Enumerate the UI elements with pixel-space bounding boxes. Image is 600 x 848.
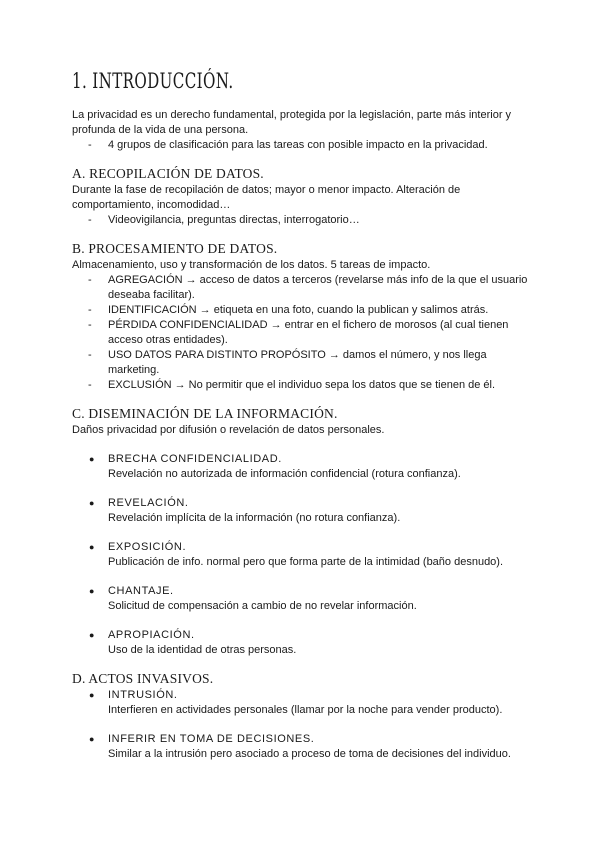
list-item	[72, 688, 532, 718]
dash-marker: -	[88, 304, 92, 316]
section-list	[72, 213, 532, 228]
section-diseminacion	[72, 405, 532, 658]
section-heading: C. DISEMINACIÓN DE LA INFORMACIÓN.	[72, 406, 338, 421]
intro-paragraph: La privacidad es un derecho fundamental, protegida por la legislación, parte más interior y profunda de la vida de una persona.	[72, 109, 512, 136]
document-page	[72, 68, 532, 762]
dash-marker: -	[88, 349, 92, 361]
item-title: INFERIR EN TOMA DE DECISIONES.	[108, 733, 315, 745]
list-item	[72, 540, 532, 570]
section-paragraph: Daños privacidad por difusión o revelación de datos personales.	[72, 424, 385, 436]
item-title: INTRUSIÓN.	[108, 689, 178, 701]
section-heading: B. PROCESAMIENTO DE DATOS.	[72, 241, 278, 256]
dash-marker: -	[88, 214, 92, 226]
page-title: 1. INTRODUCCIÓN.	[72, 69, 234, 93]
item-description: Similar a la intrusión pero asociado a proceso de toma de decisiones del individuo.	[108, 748, 511, 760]
section-heading: A. RECOPILACIÓN DE DATOS.	[72, 166, 264, 181]
dash-marker: -	[88, 139, 92, 151]
section-heading: D. ACTOS INVASIVOS.	[72, 671, 214, 686]
dash-marker: -	[88, 274, 92, 286]
item-description: Revelación no autorizada de información confidencial (rotura confianza).	[108, 468, 461, 480]
item-title: BRECHA CONFIDENCIALIDAD.	[108, 453, 282, 465]
list-item: - AGREGACIÓN → acceso de datos a terceros (revelarse más info de la que el usuario deseaba facilitar).	[88, 274, 528, 301]
list-item	[72, 628, 532, 658]
section-list	[72, 273, 532, 393]
item-description: Revelación implícita de la información (no rotura confianza).	[108, 512, 401, 524]
item-title: REVELACIÓN.	[108, 497, 189, 509]
list-item: - Videovigilancia, preguntas directas, interrogatorio…	[88, 214, 360, 226]
list-item: - USO DATOS PARA DISTINTO PROPÓSITO → damos el número, y nos llega marketing.	[88, 349, 487, 376]
list-item: - PÉRDIDA CONFIDENCIALIDAD → entrar en el fichero de morosos (al cual tienen acceso otras entidades).	[88, 319, 509, 346]
bullet-marker: ●	[89, 734, 95, 744]
bullet-marker: ●	[89, 630, 95, 640]
section-actos-invasivos	[72, 670, 532, 762]
list-item: - EXCLUSIÓN → No permitir que el individuo sepa los datos que se tienen de él.	[88, 379, 496, 391]
item-title: CHANTAJE.	[108, 585, 174, 597]
dash-marker: -	[88, 379, 92, 391]
section-procesamiento	[72, 240, 532, 393]
item-description: Uso de la identidad de otras personas.	[108, 644, 297, 656]
intro-list	[72, 138, 532, 153]
section-paragraph: Durante la fase de recopilación de datos; mayor o menor impacto. Alteración de comportamiento, incomodidad…	[72, 184, 461, 211]
item-title: EXPOSICIÓN.	[108, 541, 187, 553]
section-list	[72, 452, 532, 658]
intro-section	[72, 108, 532, 153]
list-item	[72, 452, 532, 482]
section-paragraph: Almacenamiento, uso y transformación de los datos. 5 tareas de impacto.	[72, 259, 431, 271]
item-title: APROPIACIÓN.	[108, 629, 195, 641]
section-recopilacion	[72, 165, 532, 228]
dash-marker: -	[88, 319, 92, 331]
item-description: Solicitud de compensación a cambio de no revelar información.	[108, 600, 417, 612]
bullet-marker: ●	[89, 454, 95, 464]
bullet-marker: ●	[89, 542, 95, 552]
list-item	[72, 496, 532, 526]
list-item	[72, 732, 532, 762]
list-item: - IDENTIFICACIÓN → etiqueta en una foto, cuando la publican y salimos atrás.	[88, 304, 489, 316]
section-list	[72, 688, 532, 762]
item-description: Interfieren en actividades personales (llamar por la noche para vender producto).	[108, 704, 503, 716]
bullet-marker: ●	[89, 690, 95, 700]
list-item: - 4 grupos de clasificación para las tareas con posible impacto en la privacidad.	[88, 139, 488, 151]
bullet-marker: ●	[89, 586, 95, 596]
bullet-marker: ●	[89, 498, 95, 508]
list-item	[72, 584, 532, 614]
item-description: Publicación de info. normal pero que forma parte de la intimidad (baño desnudo).	[108, 556, 504, 568]
